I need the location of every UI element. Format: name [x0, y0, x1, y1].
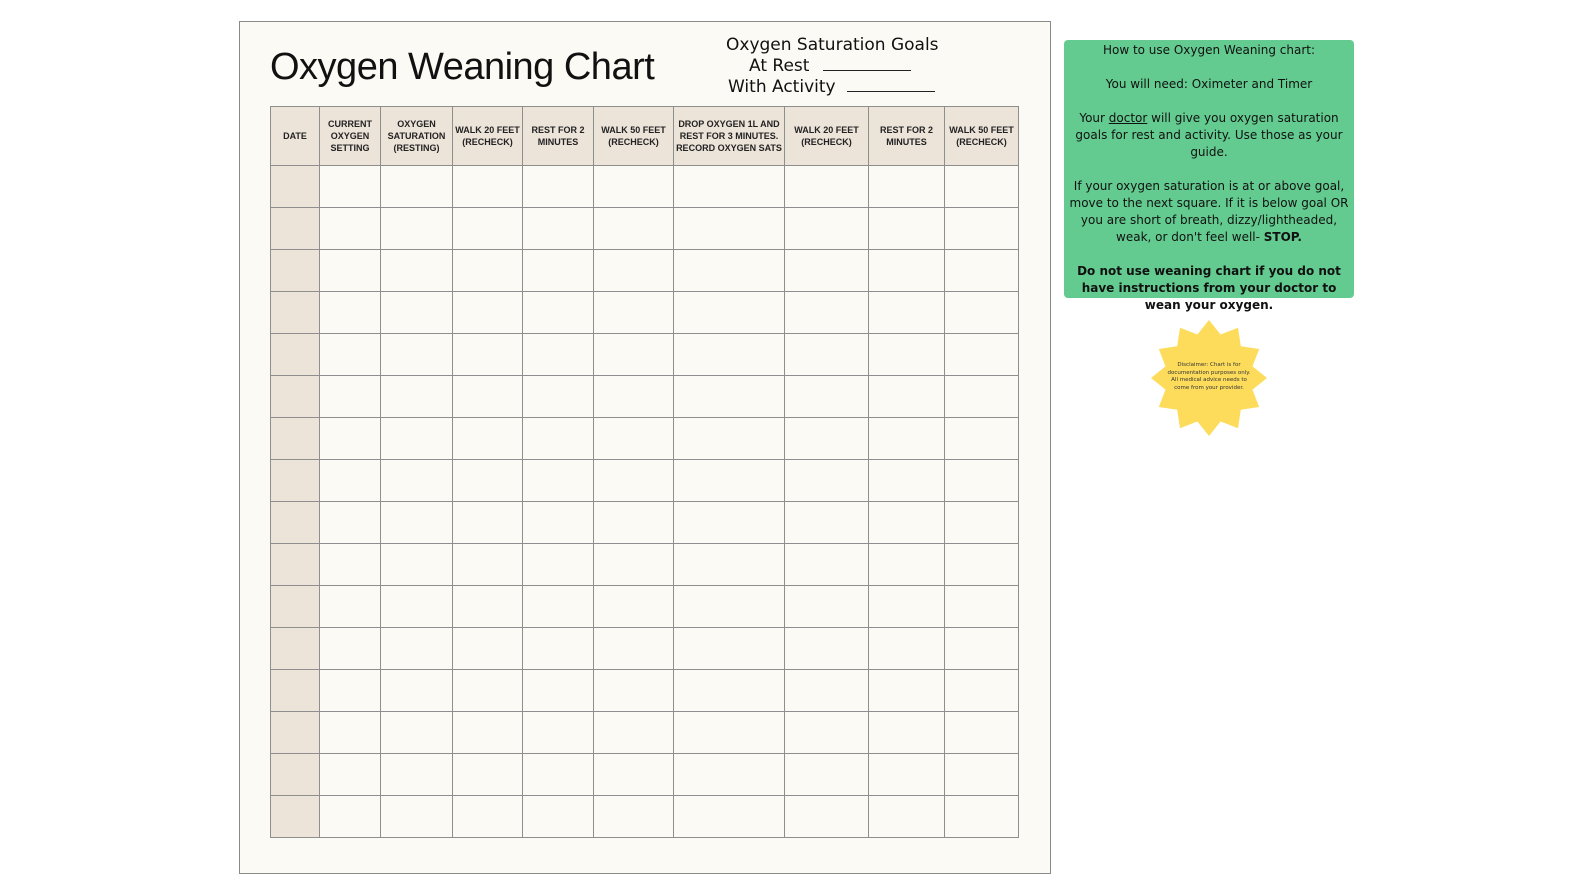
entry-cell[interactable]	[869, 754, 945, 796]
entry-cell[interactable]	[945, 376, 1019, 418]
entry-cell[interactable]	[320, 544, 381, 586]
entry-cell[interactable]	[453, 460, 523, 502]
entry-cell[interactable]	[523, 334, 594, 376]
entry-cell[interactable]	[320, 586, 381, 628]
entry-cell[interactable]	[594, 796, 674, 838]
entry-cell[interactable]	[523, 796, 594, 838]
saturation-goals	[726, 35, 986, 98]
rest-goal-field[interactable]	[823, 56, 911, 71]
entry-cell[interactable]	[945, 586, 1019, 628]
disclaimer-text: Disclaimer: Chart is for documentation purposes only. All medical advice needs to come from your provider.	[1167, 362, 1251, 391]
entry-cell[interactable]	[320, 502, 381, 544]
entry-cell[interactable]	[523, 544, 594, 586]
entry-cell[interactable]	[869, 460, 945, 502]
doctor-suffix: will give you oxygen saturation goals for rest and activity. Use those as your guide.	[1075, 111, 1343, 159]
entry-cell[interactable]	[381, 628, 453, 670]
table-row	[271, 754, 1019, 796]
stop-text: STOP.	[1263, 230, 1302, 244]
column-header: WALK 20 FEET (RECHECK)	[453, 107, 523, 166]
table-row	[271, 208, 1019, 250]
activity-goal-field[interactable]	[847, 77, 935, 92]
weaning-chart-sheet	[239, 21, 1051, 874]
instructions-heading: How to use Oxygen Weaning chart:	[1102, 43, 1316, 57]
date-cell[interactable]	[271, 586, 320, 628]
entry-cell[interactable]	[381, 502, 453, 544]
entry-cell[interactable]	[523, 712, 594, 754]
entry-cell[interactable]	[453, 670, 523, 712]
entry-cell[interactable]	[785, 376, 869, 418]
entry-cell[interactable]	[945, 460, 1019, 502]
entry-cell[interactable]	[869, 208, 945, 250]
entry-cell[interactable]	[594, 628, 674, 670]
entry-cell[interactable]	[594, 250, 674, 292]
entry-cell[interactable]	[869, 544, 945, 586]
entry-cell[interactable]	[523, 376, 594, 418]
saturation-text: If your oxygen saturation is at or above goal, move to the next square. If it is below goal OR you are short of breath, dizzy/lightheaded, weak, or don't feel well-	[1069, 179, 1349, 244]
entry-cell[interactable]	[945, 670, 1019, 712]
entry-cell[interactable]	[674, 754, 785, 796]
entry-cell[interactable]	[869, 334, 945, 376]
entry-cell[interactable]	[869, 166, 945, 208]
doctor-link[interactable]: doctor	[1108, 111, 1148, 125]
date-cell[interactable]	[271, 670, 320, 712]
entry-cell[interactable]	[453, 208, 523, 250]
date-cell[interactable]	[271, 628, 320, 670]
entry-cell[interactable]	[594, 166, 674, 208]
entry-cell[interactable]	[453, 376, 523, 418]
entry-cell[interactable]	[320, 796, 381, 838]
activity-goal-label: With Activity	[728, 77, 836, 97]
column-header: DROP OXYGEN 1L AND REST FOR 3 MINUTES. RECORD OXYGEN SATS	[674, 107, 785, 166]
table-row	[271, 670, 1019, 712]
entry-cell[interactable]	[869, 628, 945, 670]
entry-cell[interactable]	[523, 754, 594, 796]
column-header: WALK 20 FEET (RECHECK)	[785, 107, 869, 166]
entry-cell[interactable]	[453, 292, 523, 334]
entry-cell[interactable]	[785, 502, 869, 544]
date-cell[interactable]	[271, 502, 320, 544]
entry-cell[interactable]	[381, 460, 453, 502]
entry-cell[interactable]	[594, 460, 674, 502]
entry-cell[interactable]	[453, 544, 523, 586]
entry-cell[interactable]	[523, 166, 594, 208]
column-header: WALK 50 FEET (RECHECK)	[594, 107, 674, 166]
entry-cell[interactable]	[674, 166, 785, 208]
entry-cell[interactable]	[381, 334, 453, 376]
entry-cell[interactable]	[594, 712, 674, 754]
entry-cell[interactable]	[594, 208, 674, 250]
entry-cell[interactable]	[945, 418, 1019, 460]
entry-cell[interactable]	[320, 208, 381, 250]
entry-cell[interactable]	[785, 334, 869, 376]
entry-cell[interactable]	[869, 292, 945, 334]
instructions-doctor	[1067, 110, 1351, 161]
entry-cell[interactable]	[453, 586, 523, 628]
date-cell[interactable]	[271, 166, 320, 208]
entry-cell[interactable]	[523, 670, 594, 712]
entry-cell[interactable]	[320, 754, 381, 796]
entry-cell[interactable]	[523, 250, 594, 292]
entry-cell[interactable]	[945, 754, 1019, 796]
date-cell[interactable]	[271, 250, 320, 292]
entry-cell[interactable]	[320, 250, 381, 292]
date-cell[interactable]	[271, 334, 320, 376]
table-row	[271, 376, 1019, 418]
entry-cell[interactable]	[381, 670, 453, 712]
entry-cell[interactable]	[945, 796, 1019, 838]
entry-cell[interactable]	[869, 670, 945, 712]
entry-cell[interactable]	[945, 712, 1019, 754]
entry-cell[interactable]	[785, 292, 869, 334]
entry-cell[interactable]	[523, 418, 594, 460]
entry-cell[interactable]	[453, 250, 523, 292]
entry-cell[interactable]	[381, 166, 453, 208]
doctor-prefix: Your	[1079, 111, 1109, 125]
date-cell[interactable]	[271, 418, 320, 460]
table-row	[271, 544, 1019, 586]
column-header: OXYGEN SATURATION (RESTING)	[381, 107, 453, 166]
column-header: CURRENT OXYGEN SETTING	[320, 107, 381, 166]
entry-cell[interactable]	[453, 796, 523, 838]
table-body	[271, 166, 1019, 838]
entry-cell[interactable]	[674, 208, 785, 250]
table-row	[271, 712, 1019, 754]
entry-cell[interactable]	[785, 796, 869, 838]
entry-cell[interactable]	[945, 166, 1019, 208]
rest-goal-label: At Rest	[749, 56, 810, 76]
entry-cell[interactable]	[594, 376, 674, 418]
entry-cell[interactable]	[594, 502, 674, 544]
entry-cell[interactable]	[320, 334, 381, 376]
entry-cell[interactable]	[785, 670, 869, 712]
entry-cell[interactable]	[523, 208, 594, 250]
entry-cell[interactable]	[320, 712, 381, 754]
entry-cell[interactable]	[320, 628, 381, 670]
entry-cell[interactable]	[453, 166, 523, 208]
entry-cell[interactable]	[381, 544, 453, 586]
entry-cell[interactable]	[674, 418, 785, 460]
date-cell[interactable]	[271, 544, 320, 586]
table-row	[271, 628, 1019, 670]
instructions-need: You will need: Oximeter and Timer	[1105, 77, 1313, 91]
entry-cell[interactable]	[945, 292, 1019, 334]
entry-cell[interactable]	[785, 418, 869, 460]
entry-cell[interactable]	[674, 586, 785, 628]
date-cell[interactable]	[271, 292, 320, 334]
entry-cell[interactable]	[785, 250, 869, 292]
entry-cell[interactable]	[453, 628, 523, 670]
entry-cell[interactable]	[453, 712, 523, 754]
table-row	[271, 460, 1019, 502]
entry-cell[interactable]	[785, 586, 869, 628]
entry-cell[interactable]	[381, 292, 453, 334]
entry-cell[interactable]	[453, 502, 523, 544]
date-cell[interactable]	[271, 376, 320, 418]
entry-cell[interactable]	[674, 712, 785, 754]
entry-cell[interactable]	[594, 292, 674, 334]
entry-cell[interactable]	[785, 754, 869, 796]
entry-cell[interactable]	[785, 166, 869, 208]
entry-cell[interactable]	[785, 544, 869, 586]
instructions-warning: Do not use weaning chart if you do not have instructions from your doctor to wean your oxygen.	[1077, 264, 1341, 312]
entry-cell[interactable]	[674, 502, 785, 544]
entry-cell[interactable]	[381, 376, 453, 418]
entry-cell[interactable]	[523, 460, 594, 502]
instructions-panel	[1064, 40, 1354, 312]
weaning-table	[270, 106, 1019, 838]
table-row	[271, 250, 1019, 292]
entry-cell[interactable]	[945, 628, 1019, 670]
entry-cell[interactable]	[320, 292, 381, 334]
date-cell[interactable]	[271, 460, 320, 502]
entry-cell[interactable]	[320, 376, 381, 418]
entry-cell[interactable]	[320, 166, 381, 208]
entry-cell[interactable]	[594, 334, 674, 376]
entry-cell[interactable]	[674, 796, 785, 838]
column-header: REST FOR 2 MINUTES	[523, 107, 594, 166]
entry-cell[interactable]	[453, 334, 523, 376]
entry-cell[interactable]	[453, 754, 523, 796]
entry-cell[interactable]	[453, 418, 523, 460]
entry-cell[interactable]	[945, 334, 1019, 376]
table-header-row	[271, 107, 1019, 166]
entry-cell[interactable]	[523, 586, 594, 628]
column-header: REST FOR 2 MINUTES	[869, 107, 945, 166]
entry-cell[interactable]	[869, 712, 945, 754]
entry-cell[interactable]	[381, 250, 453, 292]
entry-cell[interactable]	[381, 712, 453, 754]
date-cell[interactable]	[271, 208, 320, 250]
entry-cell[interactable]	[945, 544, 1019, 586]
entry-cell[interactable]	[869, 502, 945, 544]
entry-cell[interactable]	[785, 208, 869, 250]
entry-cell[interactable]	[594, 754, 674, 796]
entry-cell[interactable]	[320, 670, 381, 712]
table-row	[271, 166, 1019, 208]
entry-cell[interactable]	[523, 628, 594, 670]
entry-cell[interactable]	[594, 418, 674, 460]
entry-cell[interactable]	[594, 670, 674, 712]
entry-cell[interactable]	[945, 502, 1019, 544]
entry-cell[interactable]	[381, 418, 453, 460]
date-cell[interactable]	[271, 712, 320, 754]
table-row	[271, 796, 1019, 838]
column-header: DATE	[271, 107, 320, 166]
date-cell[interactable]	[271, 796, 320, 838]
entry-cell[interactable]	[869, 796, 945, 838]
entry-cell[interactable]	[785, 628, 869, 670]
entry-cell[interactable]	[594, 586, 674, 628]
entry-cell[interactable]	[785, 712, 869, 754]
entry-cell[interactable]	[674, 250, 785, 292]
entry-cell[interactable]	[674, 292, 785, 334]
table-row	[271, 334, 1019, 376]
table-row	[271, 586, 1019, 628]
entry-cell[interactable]	[381, 796, 453, 838]
entry-cell[interactable]	[594, 544, 674, 586]
entry-cell[interactable]	[523, 292, 594, 334]
entry-cell[interactable]	[320, 460, 381, 502]
table-row	[271, 292, 1019, 334]
entry-cell[interactable]	[674, 670, 785, 712]
table-row	[271, 418, 1019, 460]
entry-cell[interactable]	[674, 628, 785, 670]
instructions-saturation	[1067, 178, 1351, 246]
entry-cell[interactable]	[381, 586, 453, 628]
column-header: WALK 50 FEET (RECHECK)	[945, 107, 1019, 166]
entry-cell[interactable]	[381, 208, 453, 250]
entry-cell[interactable]	[320, 418, 381, 460]
entry-cell[interactable]	[381, 754, 453, 796]
entry-cell[interactable]	[945, 208, 1019, 250]
entry-cell[interactable]	[869, 250, 945, 292]
entry-cell[interactable]	[869, 586, 945, 628]
entry-cell[interactable]	[674, 544, 785, 586]
entry-cell[interactable]	[674, 334, 785, 376]
entry-cell[interactable]	[869, 418, 945, 460]
date-cell[interactable]	[271, 754, 320, 796]
entry-cell[interactable]	[945, 250, 1019, 292]
entry-cell[interactable]	[674, 376, 785, 418]
entry-cell[interactable]	[674, 460, 785, 502]
entry-cell[interactable]	[523, 502, 594, 544]
chart-title: Oxygen Weaning Chart	[270, 46, 655, 88]
entry-cell[interactable]	[869, 376, 945, 418]
entry-cell[interactable]	[785, 460, 869, 502]
goals-heading: Oxygen Saturation Goals	[726, 35, 939, 55]
table-row	[271, 502, 1019, 544]
